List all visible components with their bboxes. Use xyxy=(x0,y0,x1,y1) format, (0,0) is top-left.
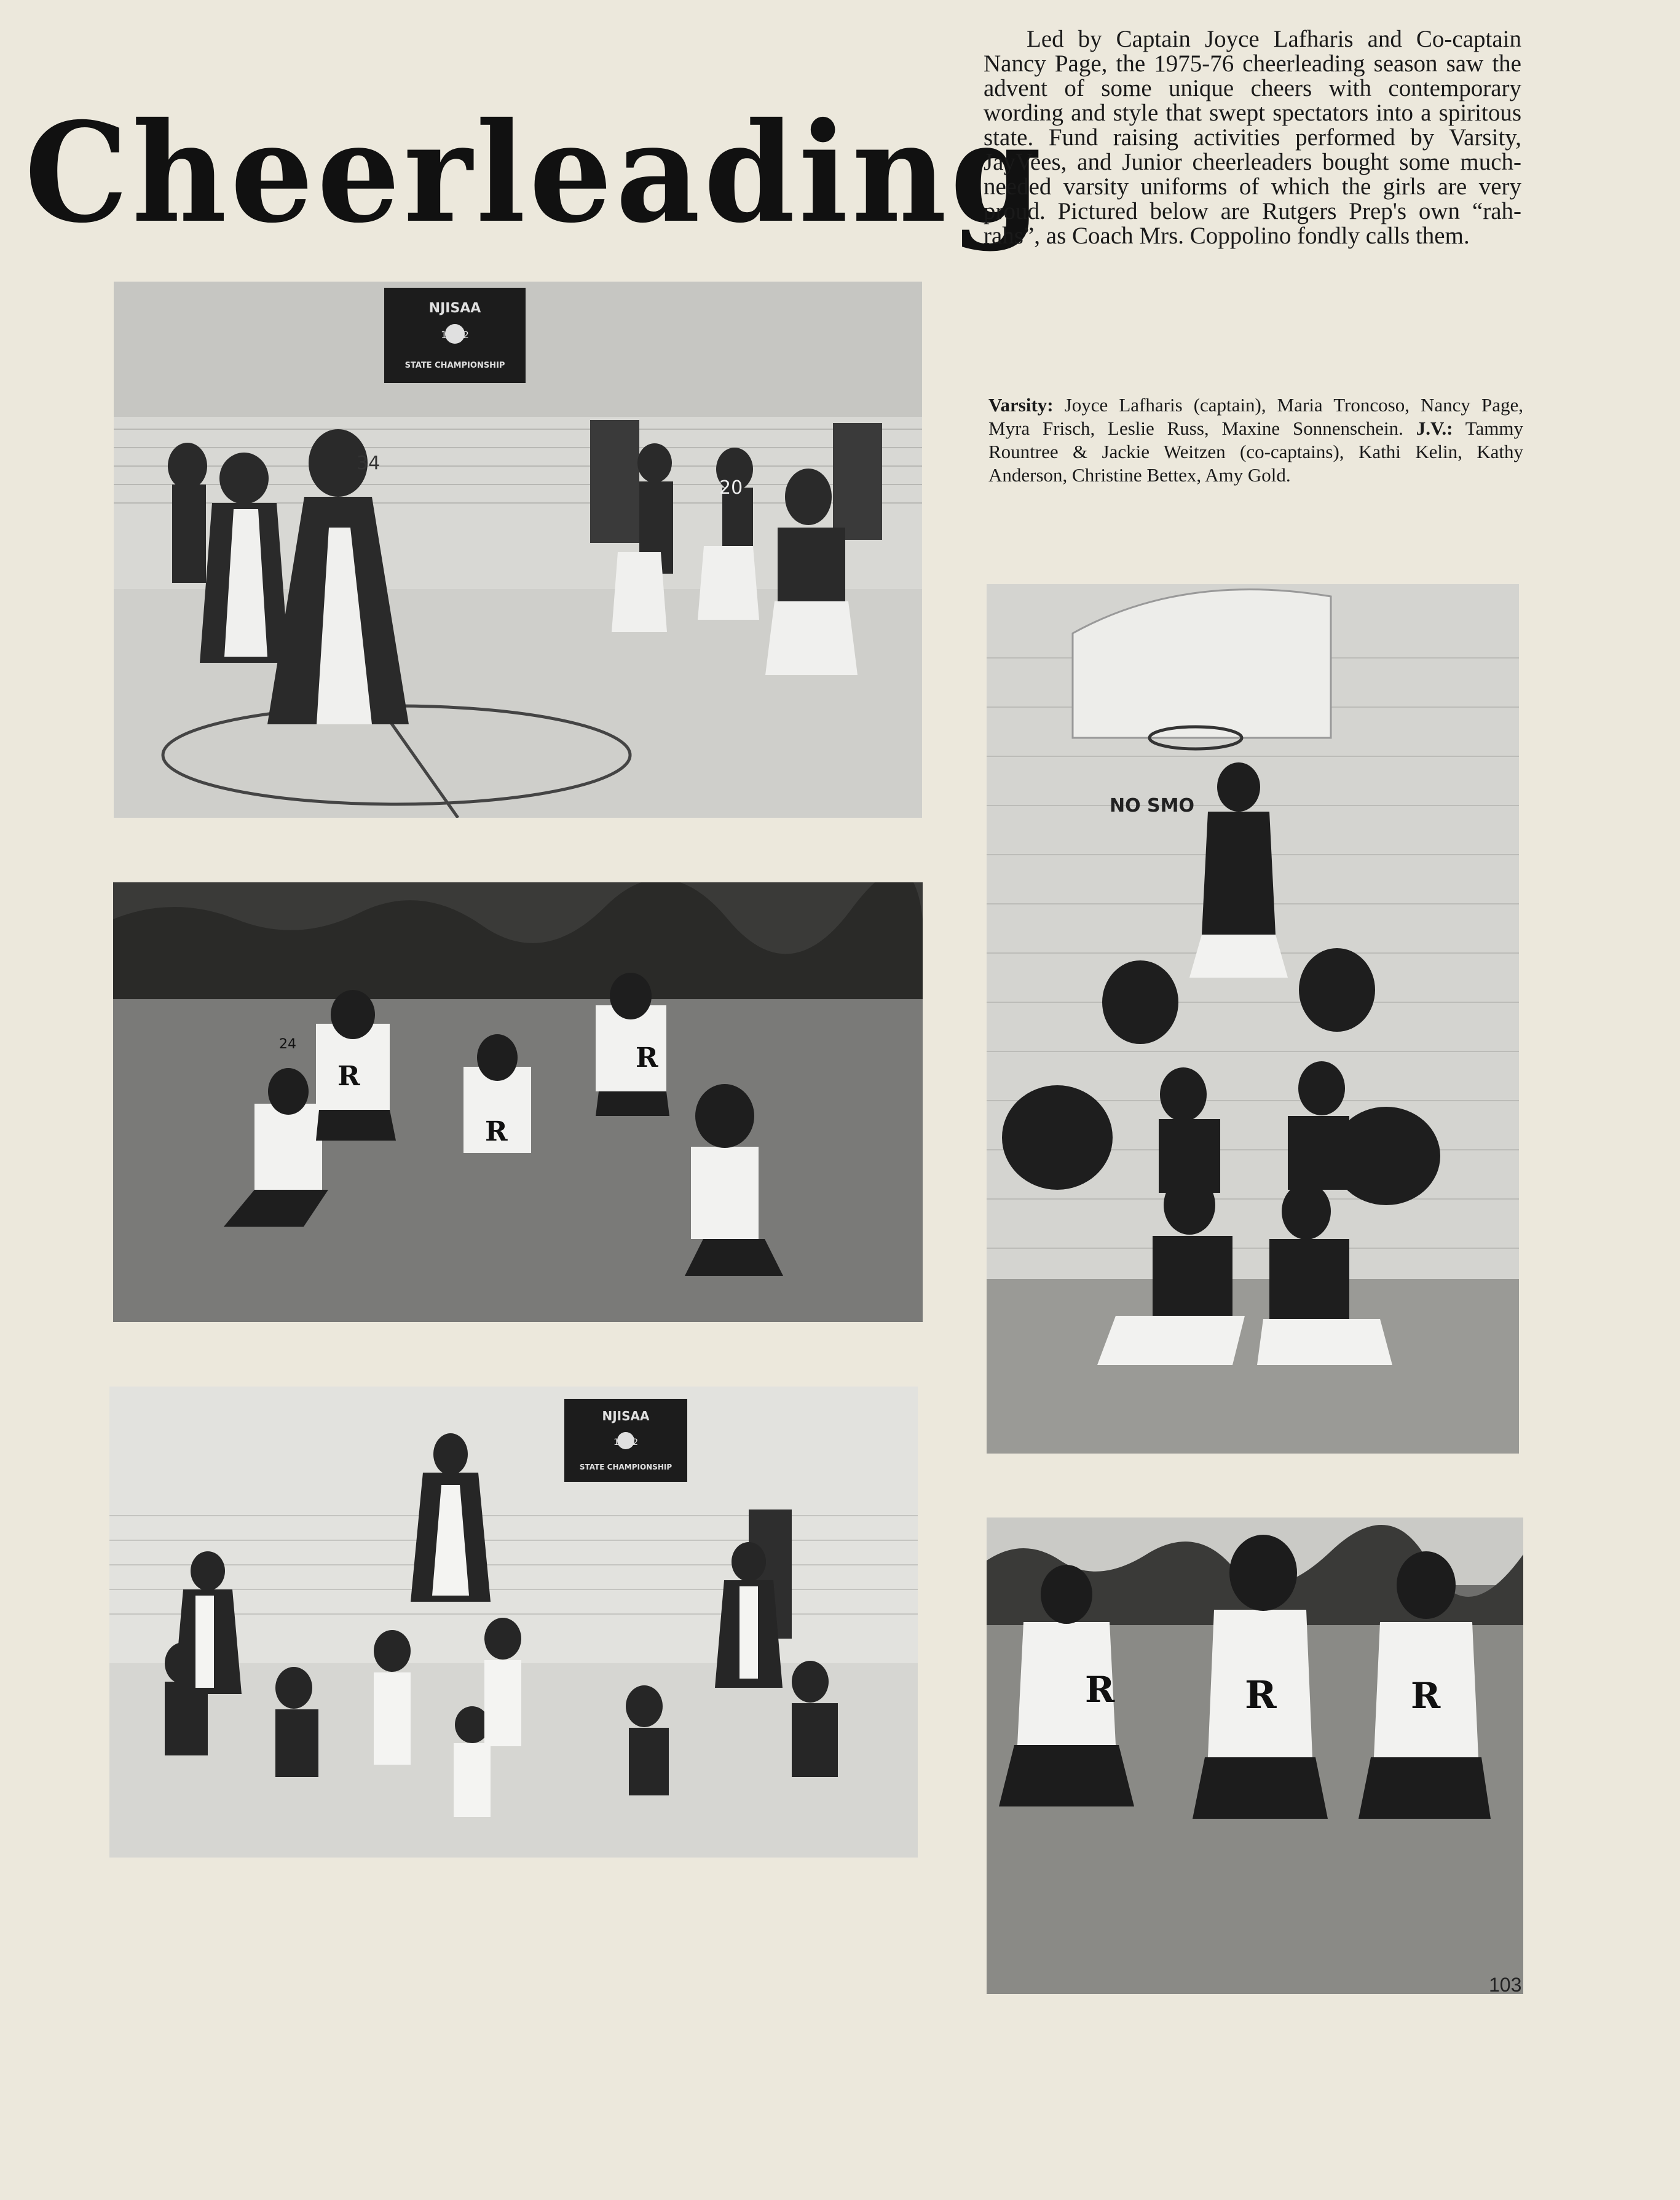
varsity-names: Joyce Lafharis (captain), Maria Troncoso, Nancy Page, Myra Frisch, Leslie Russ, Maxine Sonnenschein. xyxy=(988,394,1523,439)
banner-text-2: 19 72 xyxy=(441,329,469,341)
jersey-number-24: 24 xyxy=(279,1037,296,1052)
page-title: Cheerleading xyxy=(25,92,1046,253)
sweater-letter-2: R xyxy=(485,1116,508,1147)
sweater-letter-2: R xyxy=(1245,1672,1277,1717)
jv-names: Tammy Rountree & Jackie Weitzen (co-captains), Kathi Kelin, Kathy Anderson, Christine Bettex, Amy Gold. xyxy=(988,417,1523,486)
photo-field-splits xyxy=(113,882,923,1322)
banner-text-1: NJISAA xyxy=(428,301,481,316)
photo-gym-group-pose xyxy=(109,1387,918,1858)
sweater-letter-3: R xyxy=(636,1042,658,1074)
sweater-letter-3: R xyxy=(1411,1675,1441,1717)
page-number: 103 xyxy=(1489,1974,1522,1996)
photo-hoop-pyramid xyxy=(987,584,1519,1454)
banner-text-1: NJISAA xyxy=(602,1409,650,1423)
banner-text-3: STATE CHAMPIONSHIP xyxy=(579,1463,672,1471)
jv-label: J.V.: xyxy=(1416,417,1453,439)
banner-text-3: STATE CHAMPIONSHIP xyxy=(404,361,505,370)
intro-paragraph: Led by Captain Joyce Lafharis and Co-captain Nancy Page, the 1975-76 cheerleading season saw the advent of some unique cheers with contemporary wording and style that swept spectators into a spiritous state. Fund raising activities performed by Varsity, JayVees, and Junior cheerleaders bought some much-needed varsity uniforms of which the girls are very proud. Pictured below are Rutgers Prep's own “rah-rahs”, as Coach Mrs. Coppolino fondly calls them. xyxy=(984,26,1521,249)
jersey-number-34: 34 xyxy=(357,453,381,474)
sweater-letter-1: R xyxy=(1085,1669,1115,1711)
jersey-number-20: 20 xyxy=(719,477,743,499)
sweater-letter-1: R xyxy=(337,1061,360,1092)
varsity-label: Varsity: xyxy=(988,394,1054,416)
photo-three-cheerleaders xyxy=(987,1517,1523,1994)
roster-paragraph xyxy=(988,394,1523,487)
photo-gym-cheer-routine xyxy=(114,282,922,818)
wall-sign: NO SMO xyxy=(1110,795,1195,817)
banner-text-2: 19 72 xyxy=(613,1438,639,1447)
